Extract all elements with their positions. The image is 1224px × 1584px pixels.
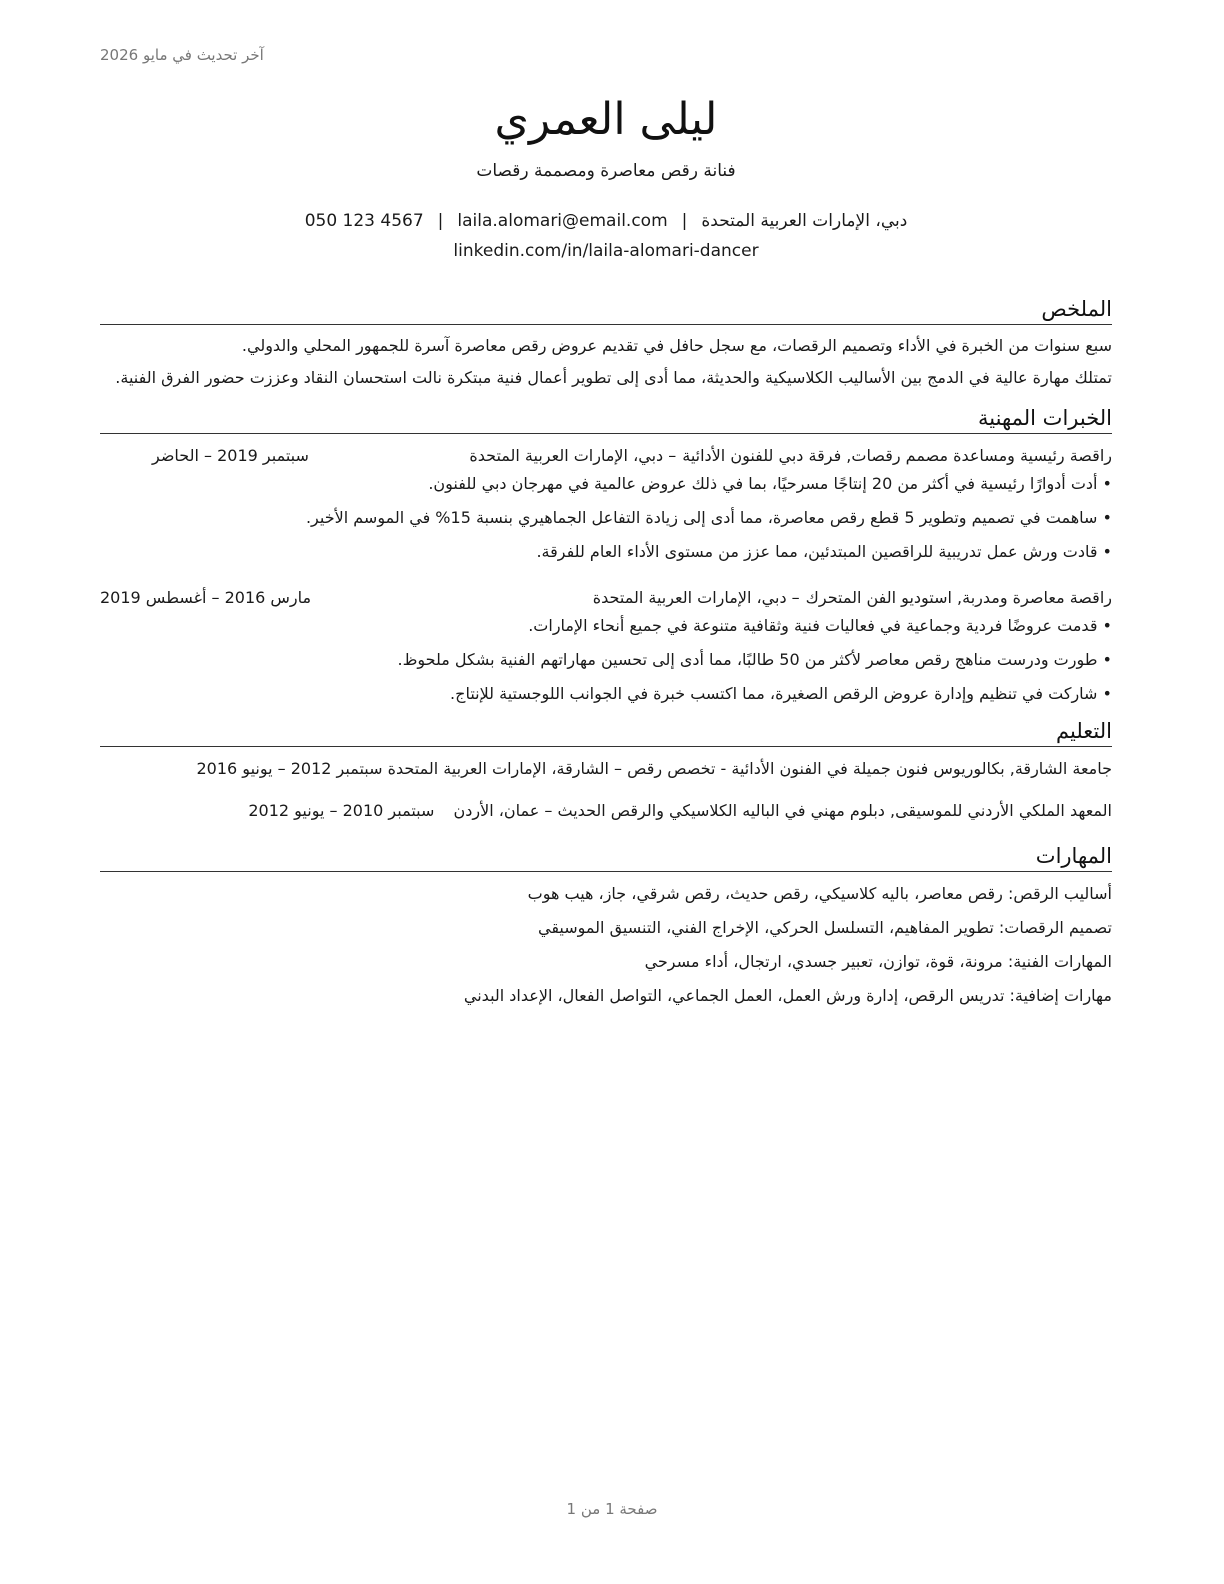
contact-separator: | <box>437 211 444 231</box>
resume-page <box>100 0 1112 1584</box>
job-role-org: راقصة رئيسية ومساعدة مصمم رقصات, فرقة دبي للفنون الأدائية <box>682 446 1112 465</box>
job-bullet: • ساهمت في تصميم وتطوير 5 قطع رقص معاصرة، مما أدى إلى زيادة التفاعل الجماهيري بنسبة 15% في الموسم الأخير. <box>100 506 1112 530</box>
job-bullet: • قدمت عروضًا فردية وجماعية في فعاليات فنية وثقافية متنوعة في جميع أنحاء الإمارات. <box>100 614 1112 638</box>
contact-location: دبي، الإمارات العربية المتحدة <box>701 211 908 231</box>
job-role-location <box>593 586 1112 610</box>
section-heading-skills: المهارات <box>100 841 1112 872</box>
skill-line: المهارات الفنية: مرونة، قوة، توازن، تعبير جسدي، ارتجال، أداء مسرحي <box>644 952 1112 971</box>
job-bullet: • أدت أدوارًا رئيسية في أكثر من 20 إنتاجًا مسرحيًا، بما في ذلك عروض عالمية في مهرجان دبي للفنون. <box>100 472 1112 496</box>
contact-email[interactable]: laila.alomari@email.com <box>457 211 668 231</box>
job-header <box>100 444 1112 468</box>
job-bullet: • طورت ودرست مناهج رقص معاصر لأكثر من 50 طالبًا، مما أدى إلى تحسين مهاراتهم الفنية بشكل ملحوظ. <box>100 648 1112 672</box>
job-role-org: راقصة معاصرة ومدربة, استوديو الفن المتحرك <box>805 588 1112 607</box>
page-number: صفحة 1 من 1 <box>566 1500 658 1518</box>
skill-line: أساليب الرقص: رقص معاصر، باليه كلاسيكي، رقص حديث، رقص شرقي، جاز، هيب هوب <box>527 884 1112 903</box>
contact-linkedin[interactable]: linkedin.com/in/laila-alomari-dancer <box>453 241 759 261</box>
summary-paragraph: تمتلك مهارة عالية في الدمج بين الأساليب الكلاسيكية والحديثة، مما أدى إلى تطوير أعمال فنية مبتكرة نالت استحسان النقاد وعززت حضور الفرق الفنية. <box>115 368 1112 387</box>
contact-info <box>100 206 1112 266</box>
section-heading-experience: الخبرات المهنية <box>100 403 1112 434</box>
candidate-name: ليلى العمري <box>494 94 718 145</box>
skills-section <box>100 841 1112 1008</box>
summary-section <box>100 294 1112 389</box>
last-updated-note: آخر تحديث في مايو 2026 <box>100 46 264 64</box>
section-heading-education: التعليم <box>100 716 1112 747</box>
education-section <box>100 716 1112 823</box>
job-bullets <box>100 472 1112 564</box>
job-dates: مارس 2016 – أغسطس 2019 <box>100 588 312 607</box>
contact-line-2 <box>100 236 1112 266</box>
job-entry <box>100 586 1112 706</box>
candidate-title: فنانة رقص معاصرة ومصممة رقصات <box>476 161 736 181</box>
education-entry <box>100 799 1112 823</box>
skill-line: مهارات إضافية: تدريس الرقص، إدارة ورش العمل، العمل الجماعي، التواصل الفعال، الإعداد البدني <box>463 986 1112 1005</box>
job-header <box>100 586 1112 610</box>
resume-header <box>100 0 1112 266</box>
section-heading-summary: الملخص <box>100 294 1112 325</box>
job-location: – دبي، الإمارات العربية المتحدة <box>592 588 800 607</box>
contact-line-1 <box>100 206 1112 236</box>
job-bullet: • شاركت في تنظيم وإدارة عروض الرقص الصغيرة، مما اكتسب خبرة في الجوانب اللوجستية للإنتاج. <box>100 682 1112 706</box>
experience-section <box>100 403 1112 706</box>
education-dates: سبتمبر 2012 – يونيو 2016 <box>196 759 383 778</box>
job-bullet: • قادت ورش عمل تدريبية للراقصين المبتدئين، مما عزز من مستوى الأداء العام للفرقة. <box>100 540 1112 564</box>
summary-paragraph: سبع سنوات من الخبرة في الأداء وتصميم الرقصات، مع سجل حافل في تقديم عروض رقص معاصرة آسرة للجمهور المحلي والدولي. <box>241 336 1112 355</box>
job-entry <box>100 444 1112 564</box>
education-details: المعهد الملكي الأردني للموسيقى, دبلوم مهني في الباليه الكلاسيكي والرقص الحديث – عمان، الأردن <box>453 801 1112 820</box>
contact-phone: 050 123 4567 <box>304 211 424 231</box>
education-details: جامعة الشارقة, بكالوريوس فنون جميلة في الفنون الأدائية - تخصص رقص – الشارقة، الإمارات العربية المتحدة <box>387 759 1112 778</box>
skill-line: تصميم الرقصات: تطوير المفاهيم، التسلسل الحركي، الإخراج الفني، التنسيق الموسيقي <box>538 918 1112 937</box>
education-entry <box>100 757 1112 781</box>
job-bullets <box>100 614 1112 706</box>
education-dates: سبتمبر 2010 – يونيو 2012 <box>248 801 435 820</box>
job-role-location <box>469 444 1112 468</box>
job-dates: سبتمبر 2019 – الحاضر <box>152 446 309 465</box>
contact-separator: | <box>681 211 688 231</box>
job-location: – دبي، الإمارات العربية المتحدة <box>469 446 677 465</box>
